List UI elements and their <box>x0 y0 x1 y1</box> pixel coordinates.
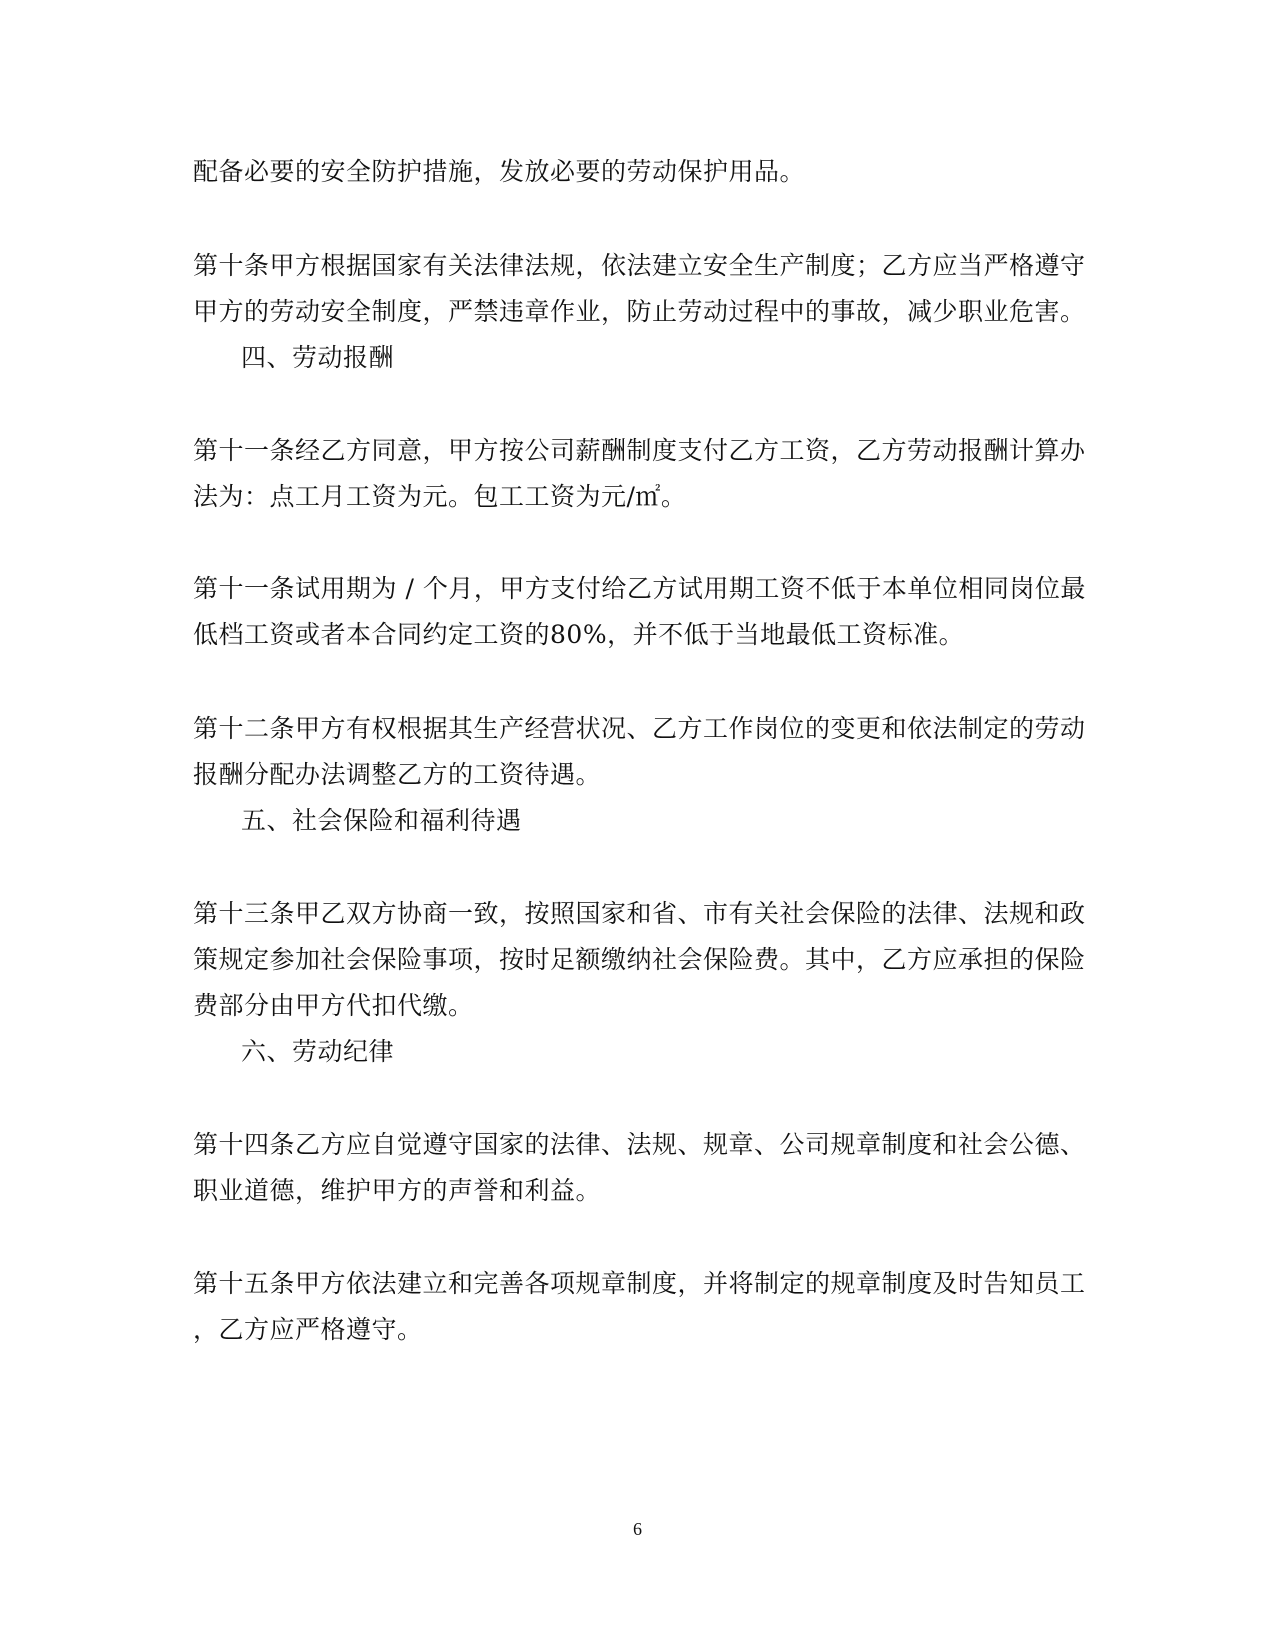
paragraph-line: 第十五条甲方依法建立和完善各项规章制度，并将制定的规章制度及时告知员工 <box>193 1269 1086 1298</box>
section-heading: 五、社会保险和福利待遇 <box>241 806 522 835</box>
paragraph-line: 费部分由甲方代扣代缴。 <box>193 991 474 1020</box>
section-heading: 四、劳动报酬 <box>241 343 395 372</box>
paragraph-line: 第十四条乙方应自觉遵守国家的法律、法规、规章、公司规章制度和社会公德、 <box>193 1130 1086 1159</box>
paragraph-line: ，乙方应严格遵守。 <box>193 1315 423 1344</box>
paragraph-line: 第十一条经乙方同意，甲方按公司薪酬制度支付乙方工资，乙方劳动报酬计算办 <box>193 436 1086 465</box>
paragraph-line: 甲方的劳动安全制度，严禁违章作业，防止劳动过程中的事故，减少职业危害。 <box>193 297 1086 326</box>
paragraph-line: 第十三条甲乙双方协商一致，按照国家和省、市有关社会保险的法律、法规和政 <box>193 899 1086 928</box>
paragraph-line: 职业道德，维护甲方的声誉和利益。 <box>193 1176 602 1205</box>
paragraph-line: 配备必要的安全防护措施，发放必要的劳动保护用品。 <box>193 157 806 186</box>
section-heading: 六、劳动纪律 <box>241 1037 395 1066</box>
paragraph-line: 法为：点工月工资为元。包工工资为元/㎡。 <box>193 482 687 511</box>
paragraph-line: 策规定参加社会保险事项，按时足额缴纳社会保险费。其中，乙方应承担的保险 <box>193 945 1086 974</box>
paragraph-line: 第十一条试用期为 / 个月，甲方支付给乙方试用期工资不低于本单位相同岗位最 <box>193 574 1086 603</box>
page-number: 6 <box>633 1519 642 1539</box>
paragraph-line: 第十二条甲方有权根据其生产经营状况、乙方工作岗位的变更和依法制定的劳动 <box>193 714 1086 743</box>
paragraph-line: 第十条甲方根据国家有关法律法规，依法建立安全生产制度；乙方应当严格遵守 <box>193 251 1086 280</box>
paragraph-line: 报酬分配办法调整乙方的工资待遇。 <box>193 760 602 789</box>
paragraph-line: 低档工资或者本合同约定工资的80%，并不低于当地最低工资标准。 <box>193 620 965 649</box>
